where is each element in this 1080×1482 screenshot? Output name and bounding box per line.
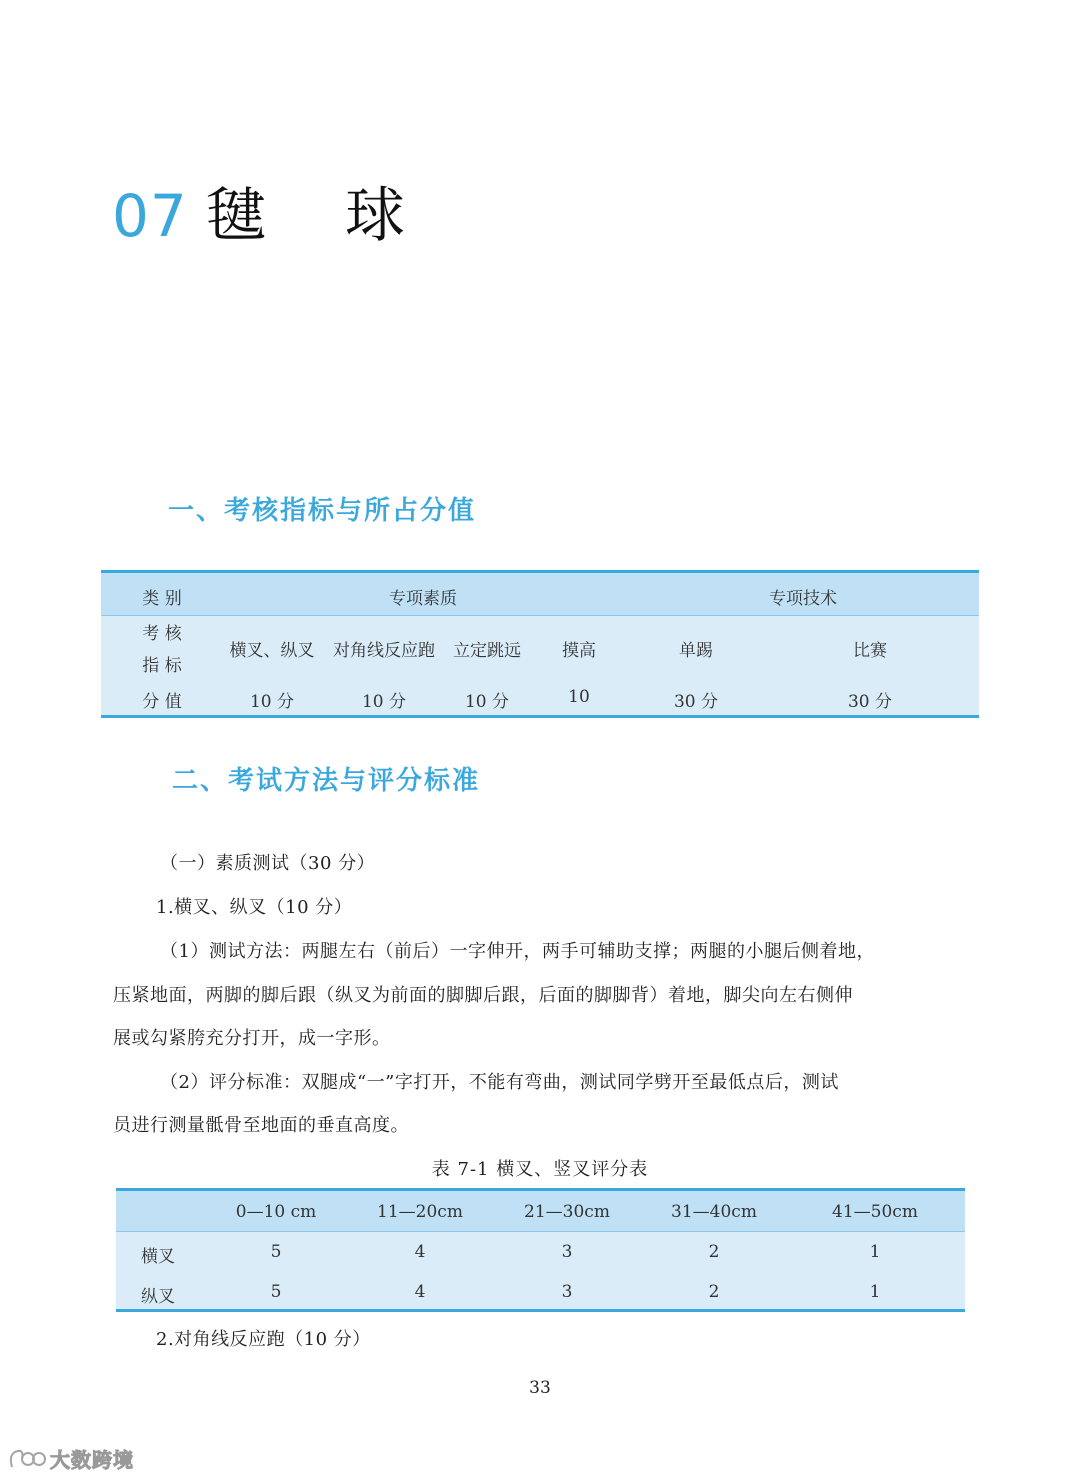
- column-header: 31—40cm: [671, 1202, 757, 1222]
- table-cell: 1: [869, 1242, 881, 1262]
- watermark-text: 大数跨境: [50, 1448, 134, 1472]
- table-cell: 2: [708, 1242, 720, 1262]
- table-cell: 4: [414, 1242, 426, 1262]
- score-value: 10: [568, 687, 590, 707]
- index-item: 对角线反应跑: [333, 641, 435, 661]
- chapter-heading: [112, 168, 435, 254]
- index-label-line1: 考 核: [142, 624, 182, 644]
- section-title-indicators: 一、考核指标与所占分值: [168, 496, 477, 526]
- section-title-methods: 二、考试方法与评分标准: [172, 766, 481, 796]
- item-heading: 2.对角线反应跑（10 分）: [156, 1329, 371, 1350]
- watermark-logo-icon: [6, 1445, 46, 1473]
- category-label: 类 别: [142, 589, 182, 609]
- paragraph-line: （2）评分标准：双腿成“一”字打开，不能有弯曲，测试同学劈开至最低点后，测试: [160, 1072, 839, 1093]
- paragraph-line: 展或勾紧胯充分打开，成一字形。: [113, 1028, 391, 1049]
- index-label-line2: 指 标: [142, 656, 182, 676]
- indicators-table: [101, 570, 979, 718]
- score-value: 10 分: [249, 692, 295, 712]
- score-value: 10 分: [464, 692, 510, 712]
- table-cell: 1: [869, 1282, 881, 1302]
- column-header: 11—20cm: [377, 1202, 463, 1222]
- category-quality: 专项素质: [389, 589, 457, 609]
- item-heading: 1.横叉、纵叉（10 分）: [156, 897, 353, 918]
- row-label: 横叉: [141, 1247, 175, 1267]
- table-cell: 2: [708, 1282, 720, 1302]
- table-cell: 4: [414, 1282, 426, 1302]
- table-caption: 表 7-1 横叉、竖叉评分表: [431, 1159, 649, 1180]
- index-item: 单踢: [679, 641, 713, 661]
- score-value: 30 分: [673, 692, 719, 712]
- paragraph-line: （1）测试方法：两腿左右（前后）一字伸开，两手可辅助支撑；两腿的小腿后侧着地，: [160, 941, 875, 962]
- table-cell: 5: [270, 1282, 282, 1302]
- index-item: 比赛: [853, 641, 887, 661]
- table-cell: 5: [270, 1242, 282, 1262]
- column-header: 41—50cm: [832, 1202, 918, 1222]
- indicators-table-header-row: [101, 573, 979, 616]
- table-cell: 3: [561, 1242, 573, 1262]
- index-item: 立定跳远: [453, 641, 521, 661]
- split-score-table: [116, 1188, 965, 1312]
- table-cell: 3: [561, 1282, 573, 1302]
- subsection-heading: （一）素质测试（30 分）: [160, 853, 376, 874]
- watermark: [6, 1444, 134, 1473]
- chapter-title: 毽 球: [205, 181, 435, 251]
- page-number: 33: [529, 1378, 551, 1398]
- category-technique: 专项技术: [769, 589, 837, 609]
- score-value: 10 分: [361, 692, 407, 712]
- score-value: 30 分: [847, 692, 893, 712]
- index-item: 横叉、纵叉: [229, 641, 315, 661]
- row-label: 纵叉: [141, 1287, 175, 1307]
- column-header: 21—30cm: [524, 1202, 610, 1222]
- score-label: 分 值: [142, 692, 182, 712]
- paragraph-line: 员进行测量骶骨至地面的垂直高度。: [113, 1115, 409, 1136]
- column-header: 0—10 cm: [235, 1202, 317, 1222]
- paragraph-line: 压紧地面，两脚的脚后跟（纵叉为前面的脚脚后跟，后面的脚脚背）着地，脚尖向左右侧伸: [113, 985, 853, 1006]
- index-item: 摸高: [562, 641, 596, 661]
- chapter-number: 07: [112, 182, 188, 250]
